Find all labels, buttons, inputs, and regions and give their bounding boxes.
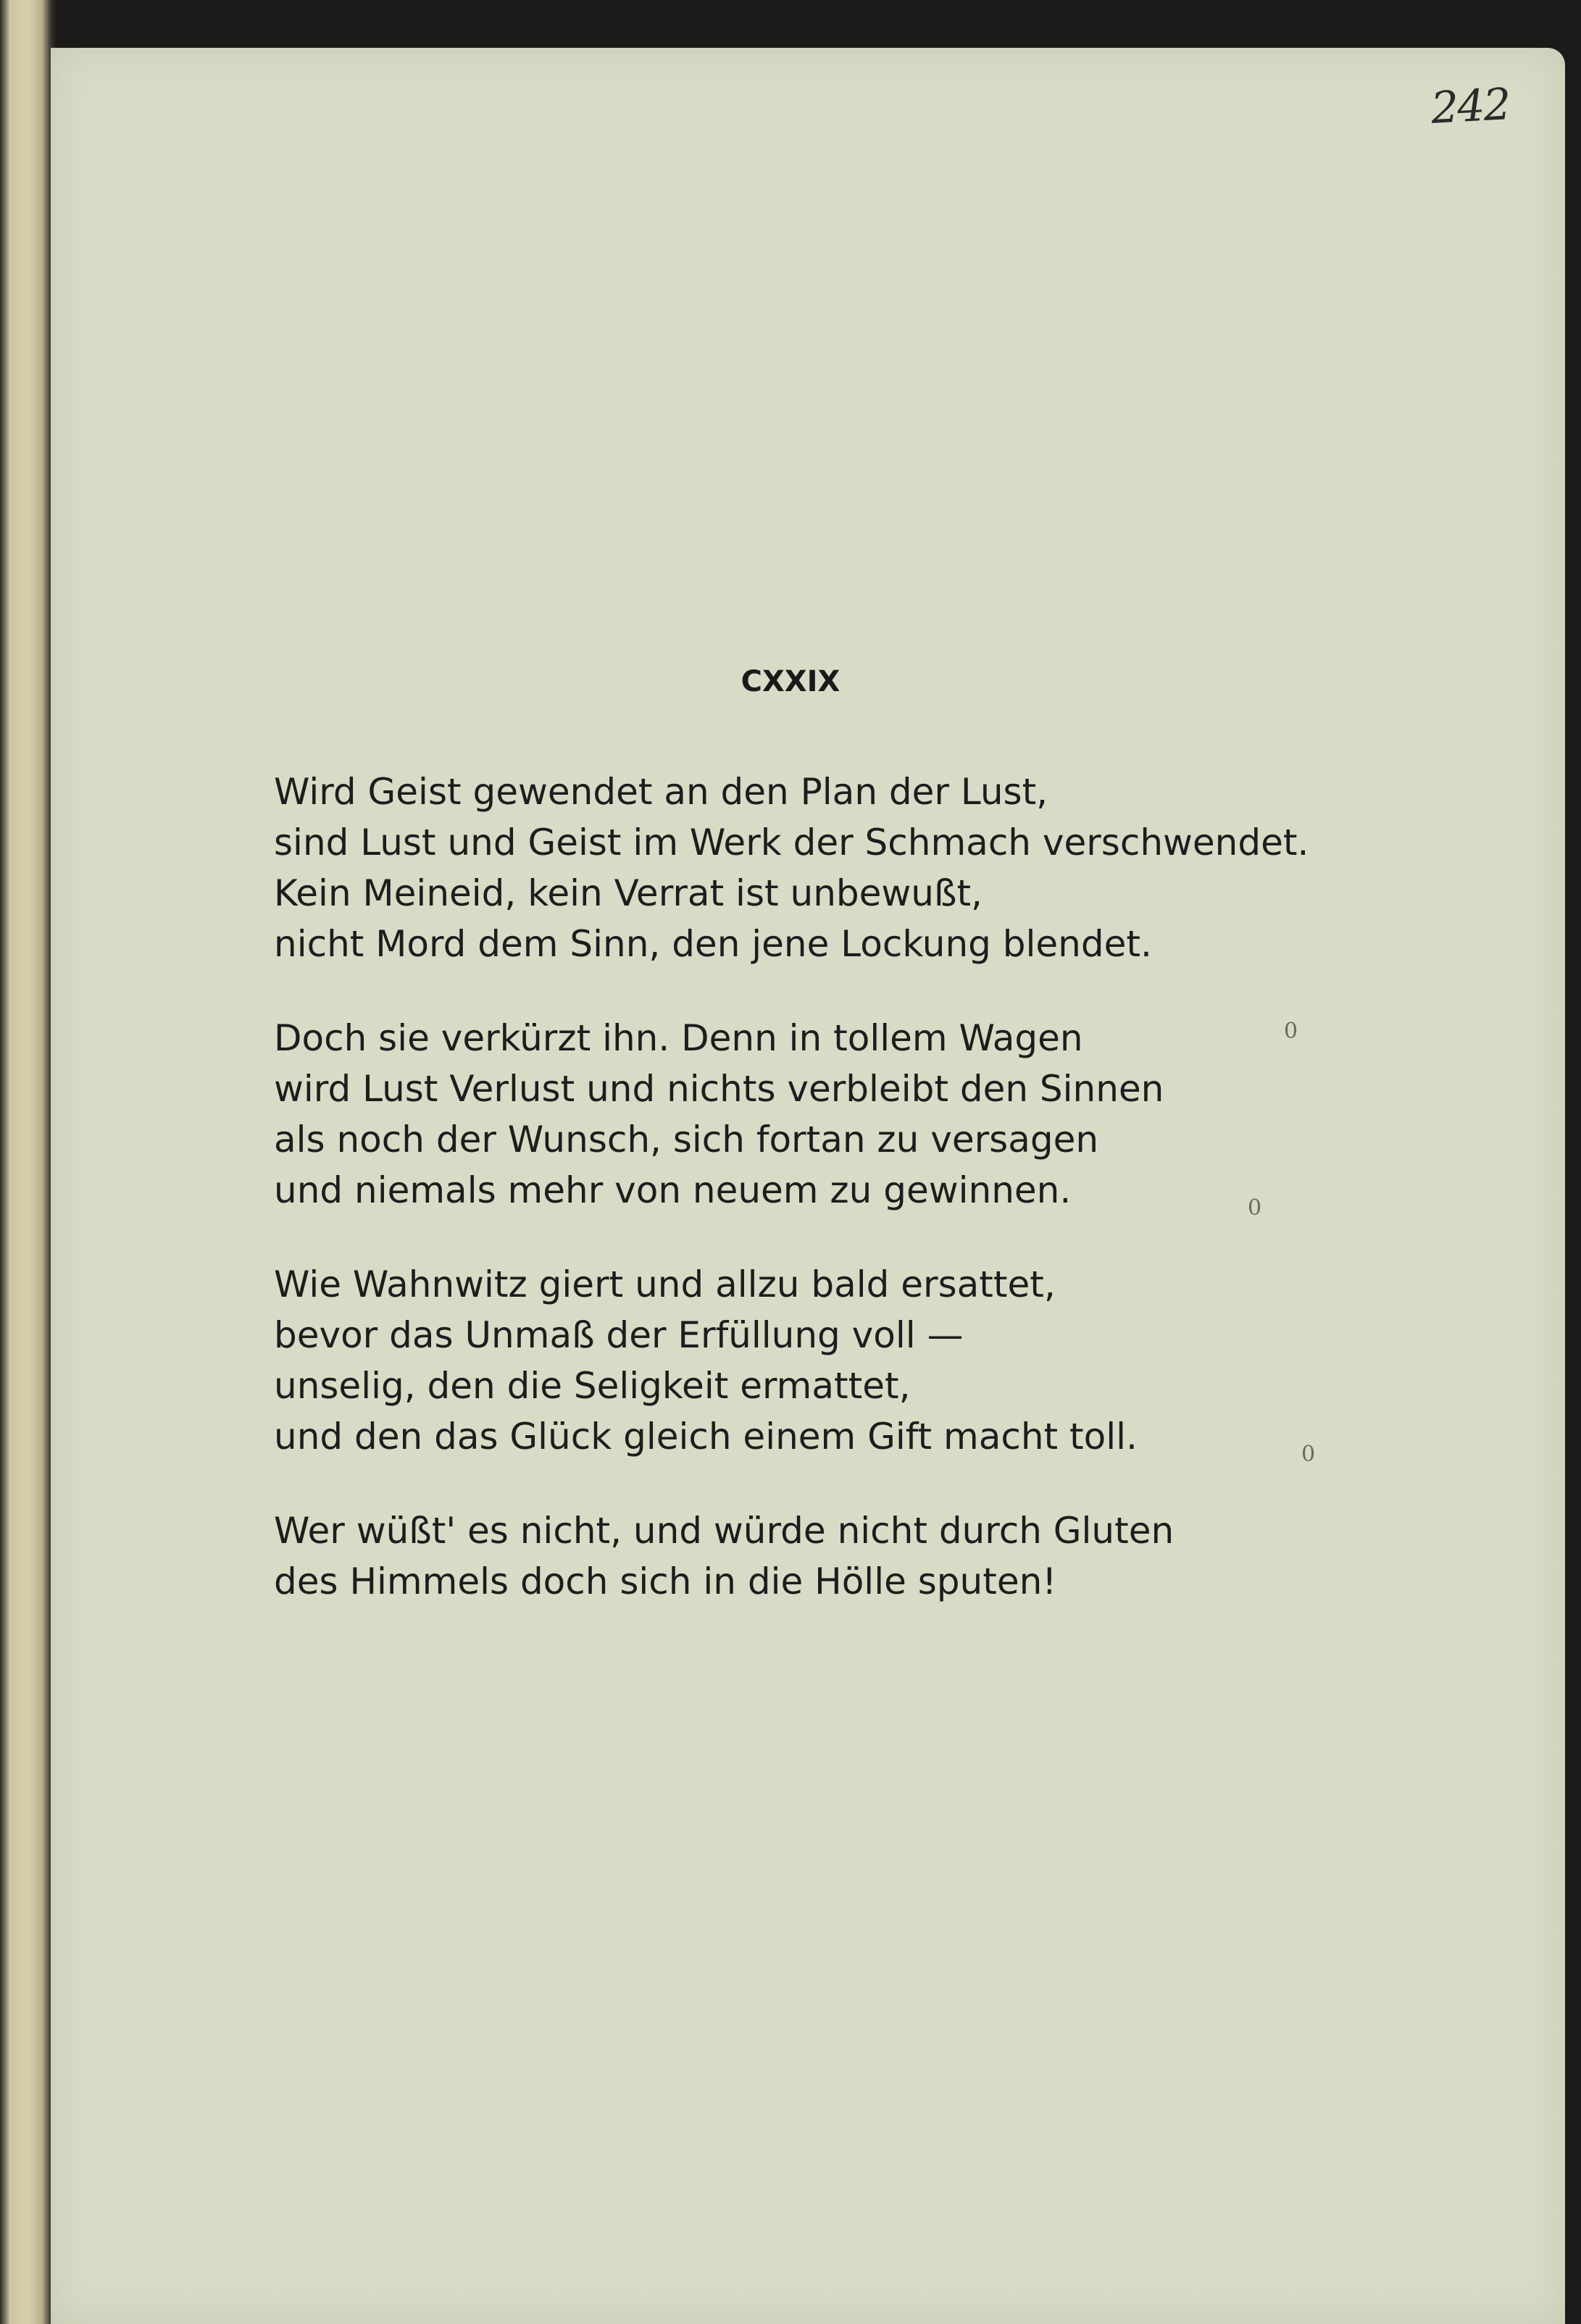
poem-line: unselig, den die Seligkeit ermattet, [274, 1365, 911, 1407]
pencil-margin-mark: 0 [1284, 1019, 1298, 1044]
handwritten-page-number: 242 [1430, 79, 1511, 134]
poem-line: Wird Geist gewendet an den Plan der Lust, [274, 771, 1048, 813]
poem-body [274, 766, 1346, 1650]
poem-line: Wie Wahnwitz giert und allzu bald ersattet, [274, 1263, 1056, 1305]
poem-line: des Himmels doch sich in die Hölle sputen! [274, 1560, 1057, 1602]
poem-line: Kein Meineid, kein Verrat ist unbewußt, [274, 872, 983, 914]
pencil-margin-mark: 0 [1301, 1442, 1316, 1467]
stanza [274, 1013, 1346, 1216]
poem-line: als noch der Wunsch, sich fortan zu versagen [274, 1119, 1099, 1161]
poem-line: nicht Mord dem Sinn, den jene Lockung blendet. [274, 923, 1152, 965]
poem-line: sind Lust und Geist im Werk der Schmach verschwendet. [274, 822, 1309, 864]
poem-line: bevor das Unmaß der Erfüllung voll — [274, 1314, 964, 1356]
stanza [274, 1505, 1346, 1607]
book-spine [0, 0, 57, 2324]
poem-line: Doch sie verkürzt ihn. Denn in tollem Wagen [274, 1017, 1083, 1059]
pencil-margin-mark: 0 [1248, 1195, 1262, 1221]
poem-line: und niemals mehr von neuem zu gewinnen. [274, 1169, 1072, 1211]
poem-line: Wer wüßt' es nicht, und würde nicht durch Gluten [274, 1510, 1175, 1552]
stanza [274, 766, 1346, 969]
stanza [274, 1259, 1346, 1462]
poem-heading: CXXIX [741, 665, 840, 698]
poem-line: und den das Glück gleich einem Gift macht toll. [274, 1416, 1138, 1458]
poem-line: wird Lust Verlust und nichts verbleibt den Sinnen [274, 1068, 1164, 1110]
